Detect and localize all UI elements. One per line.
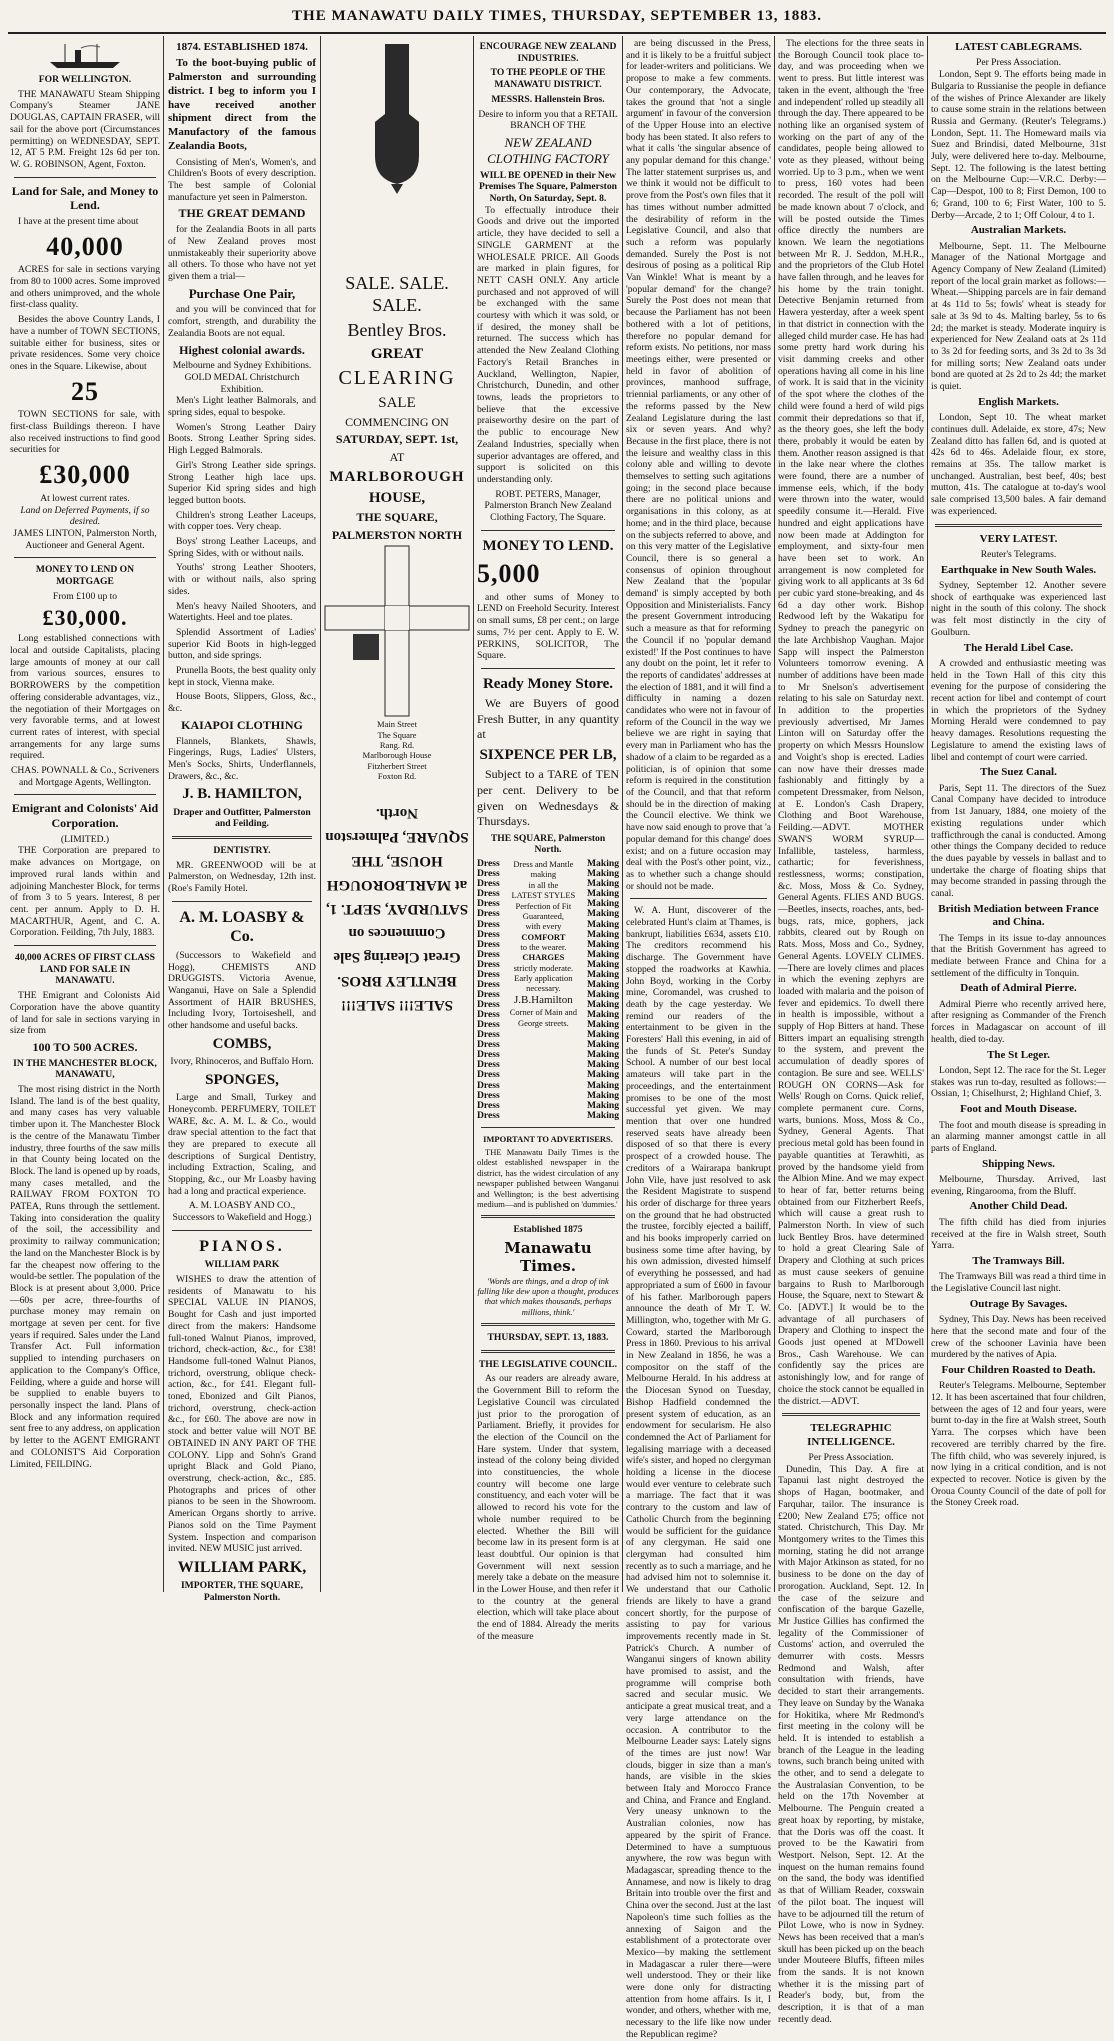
- town-sections-figure: 25: [71, 376, 99, 406]
- boots-house: House Boots, Slippers, Gloss, &c., &c.: [168, 691, 316, 715]
- making-word: Making: [587, 988, 619, 1000]
- emigrant-limited: (LIMITED.): [60, 833, 110, 845]
- dress-line: to the wearer.: [520, 942, 567, 952]
- dress-line: Early application necessary.: [514, 973, 573, 994]
- acres-range: 100 TO 500 ACRES.: [32, 1039, 138, 1054]
- boots-heavy: Men's heavy Nailed Shooters, and Watertights. Heel and toe plates.: [168, 600, 316, 624]
- making-word: Making: [587, 898, 619, 910]
- linton-signature: JAMES LINTON, Palmerston North, Auctioneer and General Agent.: [13, 527, 157, 551]
- foot-mouth-text: The foot and mouth disease is spreading in an alarming manner amongst cattle in all parts of England.: [931, 1119, 1106, 1154]
- savages-text: Sydney, This Day. News has been received here that the second mate and four of the crew of the schooner Lavinia have been murdered by the natives of Apia.: [931, 1314, 1106, 1361]
- inverted-sale-advert: SALE!!! SALE!!! BENTLEY BROS. Great Clearing Sale Commences on SATURDAY, SEPT. 1, at MARLBOROUGH HOUSE, THE SQUARE, Palmerston North.: [325, 805, 469, 1014]
- making-word: Making: [587, 1019, 619, 1031]
- loasby-title: A. M. LOASBY & Co.: [179, 908, 305, 946]
- masthead: THE MANAWATU DAILY TIMES, THURSDAY, SEPTEMBER 13, 1883.: [292, 8, 822, 24]
- column-rule: [622, 36, 623, 1592]
- important-text: THE Manawatu Daily Times is the oldest established newspaper in the district, has the widest circulation of any newspaper published between Wanganui and Wellington; is the best advertising medium—and is published on 'dummies.': [477, 1147, 619, 1209]
- wellington-heading: FOR WELLINGTON.: [38, 74, 132, 85]
- emigrant-text: THE Corporation are prepared to make advances on Mortgage, on improved rural lands within and adjoining Manchester Block, for terms of from 3 to 5 years. Interest, 8 per cent. per annum. Apply to D. H. MACARTHUR, Agent, and C. A. Corporation. Feilding, 7th July, 1883.: [10, 845, 160, 939]
- mortgage-figure: £30,000.: [42, 604, 128, 630]
- sale-word: SALE: [378, 394, 416, 411]
- telegraphic-text: Dunedin, This Day. A fire at Tapanui last night destroyed the shops of Hagan, bootmaker, and Farquhar, tailor. The insurance is £200; New Zealand £75; office not stated. Christchurch, This Day. Mr Montgomery writes to the Times this morning, stating he did not arrange with Major Atkinson as stated, for no business to be done on the day of prorogation. Auckland, Sept. 12. In the case of the seizure and confiscation of the barque Gazelle, Mr Justice Gillies has confirmed the legality of the Commissioner of Customs' action, and overruled the demurrer with costs. Messrs Redmond and Walsh, after consultation with friends, have decided to start their arrangements. They leave on Sunday by the Wanaka for Hokitika, where Mr Redmond's first meeting in the colony will be held. It is intended to establish a branch of the League in the leading towns, such branch being united with the other, and to send a delegate to the Australasian Convention, to be held on the 17th November at Melbourne. The Penguin created a great hoax by reporting, by mistake, that the Doris was off the coast. It proved to be the Kawatiri from Westport. Nelson, Sept. 12. At the inquest on the human remains found on the sand, the body was identified as that of William Reader, coxswain of the pilot boat. The inquest will have to be adjourned till the return of Pilot Lowe, who is now in Sydney. News has been received that a man's skull has been picked up on the beach under Mouteere Bluffs, fifteen miles from the sands. It is not known whether it is the missing part of Reader's body, but, from the description, it is that of a man recently dead.: [778, 1463, 924, 2025]
- making-word: Making: [587, 858, 619, 870]
- at-word: AT: [389, 450, 405, 465]
- dress-word: Dress: [477, 1079, 500, 1091]
- child-dead-text: The fifth child has died from injuries received at the fire in Walsh street, South Yarra.: [931, 1216, 1106, 1252]
- english-markets-text: London, Sept 10. The wheat market continues dull. Adelaide, ex store, 47s; New Zealand ditto has fallen 6d, and is quoted at 42s 6d to 46s. Adelaide flour, ex store, remains at 35s. The tallow market is unchanged. Australian, best beef, 40s; best mutton, 41s. The catalogue at to-day's wool sale comprised 13,500 bales. A fair demand was experienced.: [931, 412, 1106, 517]
- suez-heading: The Suez Canal.: [980, 766, 1057, 779]
- mediation-text: The Temps in its issue to-day announces that the British Government has agreed to mediate between France and China for a settlement of the difficulty in Tonquin.: [931, 932, 1106, 979]
- column-5: [626, 38, 771, 2040]
- park-title: WILLIAM PARK: [204, 1259, 280, 1271]
- combs-text: Ivory, Rhinoceros, and Buffalo Horn.: [170, 1056, 314, 1068]
- cablegrams-text: London, Sept 9. The efforts being made in Bulgaria to Russianise the people in defiance of the wishes of Prince Alexander are likely to cause some strain in the relations between Russia and Germany. (Reuter's Telegrams.) London, Sept. 11. The Homeward mails via Suez and Brindisi, dated Melbourne, 31st July, were delivered here to-day. Melbourne, Sept. 12. The following is the latest betting on the Melbourne Cup:—V.R.C. Derby:—Cap—Despot, 100 to 8; First Demon, 100 to 6; Grand, 100 to 6; First Water, 100 to 5. Derby—Arcade, 2 to 1; Off Colour, 4 to 1.: [931, 69, 1106, 221]
- dress-line: Corner of Main and George streets.: [509, 1007, 578, 1028]
- four-children-heading: Four Children Roasted to Death.: [941, 1363, 1096, 1376]
- marlborough-house-marker: [353, 634, 379, 660]
- map-label-foxton: Foxton Rd.: [377, 771, 417, 782]
- very-latest-heading: VERY LATEST.: [979, 532, 1058, 545]
- dress-line: J.B.Hamilton: [514, 993, 573, 1006]
- pianos-title: PIANOS.: [199, 1237, 285, 1255]
- boots-intro-2: Consisting of Men's, Women's, and Children's Boots of every description. The best sample of Colonial manufacture yet seen in Palmerston.: [168, 156, 316, 203]
- column-rule: [473, 36, 474, 1592]
- shipping-text: Melbourne, Thursday. Arrived, last evening, Ringarooma, from the Bluff.: [931, 1174, 1106, 1197]
- established-banner: 1874. ESTABLISHED 1874.: [176, 41, 308, 53]
- money-rate: At lowest current rates.: [40, 492, 130, 504]
- column-6: [778, 38, 925, 2025]
- encourage-heading: ENCOURAGE NEW ZEALAND INDUSTRIES.: [479, 41, 617, 64]
- dress-column: [477, 859, 500, 1121]
- making-word: Making: [587, 918, 619, 930]
- english-markets-heading: English Markets.: [978, 395, 1059, 408]
- great-demand-text: for the Zealandia Boots in all parts of New Zealand proves most unmistakeably their superiority above all others. To those who have not yet given them a trial—: [168, 224, 316, 282]
- making-word: Making: [587, 928, 619, 940]
- money-lend-text: and other sums of Money to LEND on Freehold Security. Interest on small sums, £8 per cent.; on large sums, 7½ per cent. Apply to E. W. PERKINS, SOLICITOR, The Square.: [477, 591, 619, 662]
- map-label-rang: Rang. Rd.: [379, 739, 415, 750]
- times-motto: 'Words are things, and a drop of ink falling like dew upon a thought, produces that which makes thousands, perhaps millions, think.': [477, 1275, 619, 1317]
- dress-line: LATEST STYLES: [511, 890, 576, 901]
- making-word: Making: [587, 999, 619, 1010]
- dress-table: [477, 859, 619, 1121]
- making-word: Making: [587, 978, 619, 990]
- commencing-word: COMMENCING ON: [345, 414, 449, 429]
- dress-word: Dress: [477, 898, 500, 910]
- deferred-note: Land on Deferred Payments, if so desired.: [20, 504, 150, 528]
- boots-womens: Women's Strong Leather Dairy Boots. Strong Leather Spring sides. High Legged Balmorals.: [168, 421, 316, 457]
- dress-word: Dress: [477, 968, 500, 980]
- making-word: Making: [587, 1029, 619, 1041]
- steamer-icon: [45, 42, 125, 70]
- pierre-heading: Death of Admiral Pierre.: [960, 982, 1077, 995]
- dress-word: Dress: [477, 958, 500, 970]
- dress-line: Perfection of Fit Guaranteed,: [515, 900, 572, 921]
- palmerston-word: PALMERSTON NORTH: [331, 527, 463, 542]
- making-word: Making: [587, 1069, 619, 1081]
- acres-title: 40,000 ACRES OF FIRST CLASS LAND FOR SALE IN MANAWATU.: [15, 952, 155, 987]
- hamilton-name: J. B. HAMILTON,: [182, 786, 302, 803]
- clearing-word: CLEARING: [338, 367, 456, 390]
- dress-word: Dress: [477, 948, 500, 960]
- dress-word: Dress: [477, 878, 500, 890]
- dress-line: with every: [525, 921, 562, 932]
- telegraphic-heading: TELEGRAPHIC INTELLIGENCE.: [807, 1422, 895, 1448]
- opening-text: WILL BE OPENED in their New Premises The Square, Palmerston North, On Saturday, Sept. 8.: [478, 169, 618, 205]
- purchase-text: and you will be convinced that for comfort, strength, and durability the Zealandia Boots are not equal.: [168, 304, 316, 339]
- dress-word: Dress: [477, 858, 500, 870]
- dress-word: Dress: [477, 1099, 500, 1111]
- column-rule: [163, 36, 164, 1592]
- shipping-heading: Shipping News.: [982, 1157, 1055, 1170]
- to-people-heading: TO THE PEOPLE OF THE MANAWATU DISTRICT.: [490, 67, 606, 91]
- making-word: Making: [587, 878, 619, 890]
- making-word: Making: [587, 938, 619, 950]
- making-word: Making: [587, 1049, 619, 1061]
- money-lend-title: MONEY TO LEND.: [482, 537, 614, 554]
- dentistry-title: DENTISTRY.: [213, 845, 271, 857]
- dress-word: Dress: [477, 918, 500, 930]
- dress-word: Dress: [477, 908, 500, 920]
- dress-word: Dress: [477, 868, 500, 880]
- sale-date: SATURDAY, SEPT. 1st,: [335, 432, 459, 447]
- hallenstein-text: To effectually introduce their Goods and drive out the imported article, they have decided to sell a SINGLE GARMENT at the WHOLESALE PRICE. All Goods are marked in plain figures, for NETT CASH ONLY. Any article purchased and not approved of will be exchanged with the same courtesy with which it was sold, or if desired, the money shall be returned. The success which has attended the New Zealand Clothing Factory's Retail Branches in Auckland, Wellington, Napier, Christchurch, Dunedin, and other towns, leads the proprietors to believe that the excessive praiseworthy desire on the part of the public to encourage New Zealand Industries, specially when superior advantages are offered, and support is solicited on this understanding only.: [477, 204, 619, 485]
- pointing-hand-icon: [367, 44, 427, 194]
- savages-heading: Outrage By Savages.: [969, 1297, 1068, 1310]
- square-word: THE SQUARE,: [356, 510, 438, 525]
- combs-title: COMBS,: [212, 1035, 272, 1052]
- loasby-signature: A. M. LOASBY AND CO., Successors to Wakefield and Hogg.): [172, 1200, 312, 1224]
- park-big: WILLIAM PARK,: [177, 1558, 307, 1576]
- boots-boys: Boys' strong Leather Laceups, and Spring Sides, with or without nails.: [168, 536, 316, 559]
- land-sale-text: I have at the present time about: [18, 215, 139, 227]
- issue-dateline: THURSDAY, SEPT. 13, 1883.: [487, 1332, 609, 1343]
- making-column: [587, 859, 619, 1121]
- council-text: As our readers are already aware, the Government Bill to reform the Legislative Council was circulated just prior to the prorogation of Parliament. Briefly, it provides for the election of the Council on the Hare system. Under that system, instead of the colony being divided into constituencies, the whole country will become one large constituency, and each voter will be allowed to record his vote for the whole number required to be elected. Whether the Bill will become law in its present form is at least doubtful. Our opinion is that Government will next session merely take a debate on the measure in the Lower House, and then refer it to the country at the general election, which will take place about the end of 1884. Already the merits of the measure: [477, 1373, 619, 1642]
- dress-word: Dress: [477, 1019, 500, 1031]
- child-dead-heading: Another Child Dead.: [969, 1200, 1068, 1213]
- kaiapoi-text: Flannels, Blankets, Shawls, Fingerings, Rugs, Ladies' Ulsters, Men's Socks, Shirts, Underflannels, Drawers, &c., &c.: [168, 735, 316, 782]
- map-label-house: Marlborough House: [362, 750, 432, 761]
- ready-money-title: Ready Money Store.: [482, 675, 614, 692]
- cablegrams-source: Per Press Association.: [975, 57, 1061, 69]
- boots-mens: Men's Light leather Balmorals, and spring sides, equal to bespoke.: [168, 395, 316, 419]
- dress-word: Dress: [477, 1109, 500, 1121]
- colonial-awards: Highest colonial awards.: [179, 342, 305, 357]
- exhibitions: Melbourne and Sydney Exhibitions. GOLD MEDAL Christchurch Exhibition.: [172, 360, 312, 395]
- making-word: Making: [587, 1059, 619, 1071]
- emigrant-title: Emigrant and Colonists' Aid Corporation.: [11, 801, 159, 831]
- st-leger-text: London, Sept 12. The race for the St. Leger stakes was run to-day, resulted as follows:—Ossian, 1; Chiselhurst, 2; Highland Chief, 3.: [931, 1064, 1106, 1100]
- mortgage-title: MONEY TO LEND ON MORTGAGE: [35, 564, 135, 588]
- boots-intro: To the boot-buying public of Palmerston and surrounding district. I beg to inform you I have received another shipment direct from the Manufactory of the famous Zealandia Boots,: [168, 57, 316, 152]
- dress-word: Dress: [477, 888, 500, 900]
- dress-word: Dress: [477, 1069, 500, 1081]
- established-1875: Established 1875: [513, 1224, 583, 1236]
- dress-word: Dress: [477, 1009, 500, 1021]
- column-3: [325, 38, 469, 1590]
- boots-girls: Girl's Strong Leather side springs. Strong Leather high lace ups. Superior Kid spring sides and high legged button boots.: [168, 459, 316, 506]
- great-demand: THE GREAT DEMAND: [178, 206, 306, 221]
- mortgage-text: Long established connections with local and outside Capitalists, placing large amounts of money at our call from various sources, ensures to BORROWERS by the competition offering considerable advantages, viz., the negotiation of their Mortgages on very favorable terms, and at lowest current rates of interest, with special arrangements for any large sums required.: [10, 633, 160, 762]
- block-text: The most rising district in the North Island. The land is of the best quality, and many cases has very valuable timber upon it. The Manchester Block is the centre of the Manawatu Timber industry, three fourths of the saw mills in that County being located on the Block. The land is opened up by roads, many cases metalled, and the RAILWAY FROM FOXTON TO PATEA, Runs through the settlement. Taking into consideration the quality of the soil, the accessibility and proximity to railway communication; the land on the Manchester Block is by far the cheapest now offering to the would-be settler. The population of the Block is at present about 3,000. Price—60s per acre, three-fourths of purchase money may remain on mortgage at seven per cent. for five years if required. Sales under the Land Transfer Act. Full information supplied to intending purchasers on application to the Company's Office, Feilding, where a guide and horse will be supplied to enable buyers to personally inspect the land. Plans of Block and any information required sent free to any address, on application by letter to the AGENT EMIGRANT and COLONIST'S Aid Corporation Limited, FEILDING.: [10, 1084, 161, 1470]
- dress-word: Dress: [477, 1089, 500, 1101]
- acres-text: THE Emigrant and Colonists Aid Corporation have the above quantity of land for sale in sections varying in size from: [10, 990, 160, 1037]
- map-label-square: The Square: [377, 729, 417, 740]
- hallenstein-heading: MESSRS. Hallenstein Bros.: [491, 93, 605, 105]
- boots-splendid: Splendid Assortment of Ladies' superior Kid Boots in high-legged button, and side springs.: [168, 626, 316, 662]
- earthquake-heading: Earthquake in New South Wales.: [940, 563, 1097, 576]
- making-word: Making: [587, 1109, 619, 1121]
- dress-word: Dress: [477, 1029, 500, 1041]
- street-map-diagram: [325, 546, 469, 716]
- dress-line: Dress and Mantle making: [513, 859, 574, 880]
- sale-heading: SALE. SALE. SALE.: [345, 273, 449, 315]
- libel-heading: The Herald Libel Case.: [963, 641, 1074, 654]
- australian-markets-text: Melbourne, Sept. 11. The Melbourne Manager of the National Mortgage and Agency Company of New Zealand (Limited) report of the local grain market as follows:— Wheat.—Shipping parcels are in fair demand at 4s 11d to 5s; fowls' wheat is steady for sale at 3s 9d to 4s. Malting barley, 5s to 6s 2d; the market is steady. Moderate inquiry is experienced for New Zealand oats at 2s 11d to 3s 2d for feeding sorts, and 3s 2d to 3s 3d for milling sorts; New Zealand oats under bond are quoted at 2s 2d to 2s 4d; the market is quiet.: [931, 240, 1106, 393]
- great-word: GREAT: [370, 345, 424, 362]
- mediation-heading: British Mediation between France and China.: [938, 902, 1099, 929]
- making-word: Making: [587, 948, 619, 960]
- desire-text: Desire to inform you that a RETAIL BRANCH OF THE: [478, 108, 618, 132]
- earthquake-text: Sydney, September 12. Another severe shock of earthquake was experienced last night in the south of this colony. The shock was felt most distinctly in the city of Goulburn.: [931, 580, 1106, 638]
- boots-childrens: Children's strong Leather Laceups, with copper toes. Very cheap.: [168, 509, 316, 533]
- money-figure: £30,000: [39, 460, 131, 490]
- foot-mouth-heading: Foot and Mouth Disease.: [960, 1103, 1077, 1116]
- making-word: Making: [587, 1089, 619, 1101]
- dress-line: CHARGES: [522, 952, 565, 963]
- dress-word: Dress: [477, 978, 500, 990]
- nzcf-title: NEW ZEALAND CLOTHING FACTORY: [487, 134, 609, 166]
- column-2: [168, 38, 316, 1604]
- park-text: WISHES to draw the attention of residents of Manawatu to his SPECIAL VALUE IN PIANOS, Bought for Cash and just imported direct from the makers: Handsome full-toned Walnut Pianos, improved, trichord, check-action, &c., for £38! Handsome full-toned Walnut Pianos, trichord, overstrung, oblique check-action, &c., for £41. Elegant full-toned, Ebonized and Gilt Pianos, trichord, overstrung, check-action &c., for £60. The above are now in stock and better value will NOT BE OBTAINED IN ANY PART OF THE COLONY. Lipp and Sohn's Grand upright Black and Gold Piano, overstrung, check-action, &c., £85. Photographs and prices of other pianos to be seen in the Showroom. American Organs shortly to arrive. Pianos sold on the Time Payment System. Inspection and comparison invited. NEW MUSIC just arrived.: [168, 1274, 316, 1555]
- column-1: [10, 38, 160, 1590]
- suez-text: Paris, Sept 11. The directors of the Suez Canal Company have decided to introduce from 1st January, 1884, one moiety of the existing regulations under which trafficthrough the canal is conducted. Among other things the Company decided to reduce the dues payable by vessels in ballast and to undertake the charge of floating ships that may become stranded in passing through the canal.: [931, 782, 1106, 900]
- making-word: Making: [587, 958, 619, 970]
- making-word: Making: [587, 868, 619, 880]
- very-latest-source: Reuter's Telegrams.: [980, 548, 1057, 560]
- sponges-text: Large and Small, Turkey and Honeycomb. PERFUMERY, TOILET WARE, &c. A. M. L. & Co., would draw special attention to the fact that they are prepared to execute all descriptions of Surgical Dentistry, including Extraction, Scaling, and Stopping, &c., our Mr Loasby having had a long and practical experience.: [168, 1092, 316, 1197]
- column-rule: [774, 36, 775, 1592]
- money-lend-figure: 5,000: [477, 559, 541, 589]
- masthead-rule: [8, 32, 1106, 34]
- sixpence-text-2: Subject to a TARE of TEN per cent. Delivery to be given on Wednesdays & Thursdays.: [477, 767, 619, 829]
- marlborough-word: MARLBOROUGH: [329, 468, 465, 485]
- important-heading: IMPORTANT TO ADVERTISERS.: [483, 1133, 613, 1144]
- column-4: [477, 38, 619, 1642]
- park-signature: IMPORTER, THE SQUARE, Palmerston North.: [180, 1580, 304, 1604]
- column-rule: [927, 36, 928, 1592]
- dress-word: Dress: [477, 1049, 500, 1061]
- loasby-text: (Successors to Wakefield and Hogg), CHEMISTS AND DRUGGISTS. Victoria Avenue, Wanganui, Have on Sale a Splendid Assortment of HAIR BRUSHES, Including Ivory, Tortoiseshell, and other handsome and useful backs.: [168, 949, 316, 1032]
- sixpence-text: SIXPENCE PER LB,: [479, 747, 617, 764]
- purchase-one-pair: Purchase One Pair,: [188, 285, 296, 301]
- kaiapoi-clothing: KAIAPOI CLOTHING: [181, 717, 303, 732]
- dress-word: Dress: [477, 938, 500, 950]
- council-continued: are being discussed in the Press, and it is likely to be a fruitful subject for leader-writers and politicians. We propose to make a few comments. Our contemporary, the Advocate, takes the ground that 'not a single argument' in favour of the conversion of the Upper House into an elective body has been stated. It also refers to what it calls 'the singular absence of any popular demand for this change.' The latter statement surprises us, and we think it would not be difficult to prove from the Post's own files that it has times without number admitted the desirability of reform in the Legislative Council, and also that such a reform was popularly demanded. Surely the Post is not desirous of posing as a political Rip Van Winkle! What is meant by a 'popular demand' for the change? Surely the Post does not mean that because the Parliament has not been bothered with a lot of petitions, therefore no popular demand for reform exists. No petitions, nor mass meetings either, were presented or held in favor of abolition of provinces, manhood suffrage, triennial parliaments, or any other of the reforms passed by the New Zealand Legislature during the last six or seven years. And why? Because in the first place, there is not the leisure and wealthy class in this colony able and willing to devote themselves to setting such agitations going; in the second place because there are no political unions and organisations in this colony, as at home; and in the third place, because on the subjects referred to above, and on this very matter of the Legislative Council, there is so general a consensus of opinion throughout New Zealand that the 'popular demand' is simply accepted by both Opposition and Ministerialists. Fancy the present Government introducing such a measure as that for reforming the Council if no 'popular demand existed!' If the Post continues to have any doubt on the point, let it refer to the reports of candidates' addresses at the election of 1881, and it will find a difficulty in naming a dozen candidates who were not in favour of reform of the Council in the way we believe we are right in saying that every man in Parliament who has the shadow of a claim to be regarded as a politician, is of opinion that some reform is required in the constitution of the Council, and that that reform should be in the direction of making the Council elective. We think we have now said enough to prove that 'a popular demand for this change' does exist; and on a future occasion may deal with the Post's other point, viz., as to whether such a change should or should not be made.: [626, 38, 771, 892]
- making-word: Making: [587, 968, 619, 980]
- libel-text: A crowded and enthusiastic meeting was held in the Town Hall of this city this evening for the purpose of considering the recent action for libel and contempt of court in which the proprietors of the Sydney Morning Herald were condemned to pay heavy damages. Resolutions requesting the Legislature to amend the existing laws of libel and contempt of court were carried.: [931, 657, 1106, 763]
- dress-word: Dress: [477, 988, 500, 1000]
- making-word: Making: [587, 1099, 619, 1111]
- making-word: Making: [587, 1079, 619, 1091]
- making-word: Making: [587, 1039, 619, 1051]
- australian-markets-heading: Australian Markets.: [970, 224, 1067, 237]
- cablegrams-heading: LATEST CABLEGRAMS.: [955, 41, 1082, 53]
- making-word: Making: [587, 1009, 619, 1021]
- telegraphic-source: Per Press Association.: [808, 1452, 894, 1464]
- times-title: Manawatu Times.: [504, 1238, 592, 1276]
- dress-line: COMFORT: [521, 931, 566, 942]
- council-heading: THE LEGISLATIVE COUNCIL.: [478, 1358, 618, 1370]
- town-sections-text: Besides the above Country Lands, I have a number of TOWN SECTIONS, suitable either for business, sites or private residences. Some very choice ones in the Square. Likewise, about: [10, 314, 160, 372]
- tramways-text: The Tramways Bill was read a third time in the Legislative Council last night.: [931, 1271, 1106, 1295]
- dress-word: Dress: [477, 928, 500, 940]
- square-heading: THE SQUARE, Palmerston North.: [490, 832, 606, 856]
- land-sale-title: Land for Sale, and Money to Lend.: [11, 183, 159, 213]
- dress-word: Dress: [477, 1039, 500, 1051]
- ready-money-text: We are Buyers of good Fresh Butter, in any quantity at: [477, 696, 619, 742]
- dress-line: in all the: [528, 879, 559, 890]
- house-word: HOUSE,: [368, 490, 426, 507]
- steamer-notice: THE MANAWATU Steam Shipping Company's Steamer JANE DOUGLAS, CAPTAIN FRASER, will sail for the above port (Circumstances permitting) on WEDNESDAY, SEPT. 12, AT 5 P.M. Freight 12s 6d per ton. W. G. ROBINSON, Agent, Foxton.: [10, 88, 160, 170]
- land-sale-text-2: ACRES for sale in sections varying from 80 to 1000 acres. Some improved and others unimproved, and the whole first-class quality.: [10, 264, 161, 311]
- map-label-fitzherbert: Fitzherbert Street: [367, 760, 427, 771]
- pierre-text: Admiral Pierre who recently arrived here, after resigning as Commander of the French forces in Madagascar on account of ill health, died to-day.: [931, 998, 1106, 1045]
- block-title: IN THE MANCHESTER BLOCK, MANAWATU,: [13, 1057, 157, 1081]
- column-7: [931, 38, 1106, 1590]
- bentley-bros: Bentley Bros.: [347, 319, 447, 340]
- boots-youths: Youths' strong Leather Shooters, with or without nails, also spring sides.: [168, 562, 316, 597]
- making-word: Making: [587, 908, 619, 920]
- dress-word: Dress: [477, 999, 500, 1010]
- pownall-signature: CHAS. POWNALL & Co., Scriveners and Mortgage Agents, Wellington.: [10, 765, 160, 788]
- local-news: W. A. Hunt, discoverer of the celebrated Hunt's claim at Thames, is bankrupt, liabilities £634, assets £10. The creditors recommend his discharge. The Government have stopped the roadworks at Kawhia. John Boyd, working in the Corby mine, Coromandel, was crushed to death by the cage yesterday. We remind our readers of the entertainment to be given in the Foresters' Hall this evening, in aid of the funds of St. Peter's Sunday School. A number of our best local amateurs will take part in the proceedings, and the entertainment promises to be one of the most successful yet given. We may mention that over one hundred reserved seats have already been disposed of so that there is every prospect of a crowded house. The creditors of a Wairarapa bankrupt John Vile, have just resolved to ask the Resident Magistrate to suspend his order of discharge for three years on the ground that he had obstructed the trustee, forcibly ejected a bailiff, and his books improperly carried on business some time after having, by his own admission, divested himself of everything he possessed, and had appropriated a sum of £600 in favour of his father. Marlborough papers announce the death of Mr T. W. Millington, who, together with Mr G. Coward, started the Marlborough Press in 1860. Previous to his arrival in New Zealand in 1856, he was a compositor on the staff of the Melbourne Herald. In his address at the Diocesan Synod on Tuesday, Bishop Hadfield condemned the present system of education, as an endowment for secularism. He also condemned the Act of Parliament for legalising marriage with a deceased wife's sister, and hoped no clergyman holding a license in the diocese would ever venture to celebrate such a marriage. The fact that it was contrary to the custom and law of Catholic Church from the beginning would be sufficient for the guidance of any clergyman. He said one clergyman had consulted him recently as to such a marriage, and he had advised him not to solemnise it. We understand that our Catholic friends are likely to have a grand concert shortly, for the purpose of assisting to pay for various improvements recently made in St. Patrick's Church. A number of Wanganui singers of known ability have promised to assist, and the programme will comprise both sacred and secular music. We anticipate a great musical treat, and a very large attendance on the occasion. A contributor to the Melbourne Leader says: Lately signs of the times are just now! War clouds, bigger in size than a man's hands, are visible in the skies between Italy and Morocco France and China, and France and England. Very uneasy unknown to the Australian colonies, now has appeared by the spirit of France. Determined to have a sumptuous anywhere, the row was begun with Madagascar, spreading thence to the Annamese, and now is likely to drag Britain into trouble over the first and China over the second. Just at the last Napoleon's time such follies as the annexing of Saigon and the establishment of a protectorate over Mexico—by making the settlement in Madagascar a ruler there—were well understood. They or their like were done only for distracting attention from home affairs. Is it, I wonder, and others, whether with me, necessary to the life like now under the Republican regime?: [626, 905, 771, 2040]
- sponges-title: SPONGES,: [205, 1071, 279, 1088]
- mortgage-from: From £100 up to: [52, 590, 118, 602]
- st-leger-heading: The St Leger.: [987, 1048, 1050, 1061]
- dress-word: Dress: [477, 1059, 500, 1071]
- acres-figure: 40,000: [46, 231, 124, 261]
- town-sections-text-2: TOWN SECTIONS for sale, with first-class Buildings thereon. I have also received instructions to find good securities for: [10, 409, 160, 456]
- hamilton-trade: Draper and Outfitter, Palmerston and Feilding.: [173, 806, 311, 830]
- making-word: Making: [587, 888, 619, 900]
- four-children-text: Reuter's Telegrams. Melbourne, September 12. It has been ascertained that four children, between the ages of 12 and four years, were burnt to-day in the fire at Walsh street, South Yarra. The corpses which have been recovered are terribly charred by the fire. The fifth child, who was severely injured, is now lying in a critical condition, and is not expected to recover. Notice is given by the Oroua County Council of the date of poll for the Stoney Creek road.: [931, 1380, 1106, 1509]
- tramways-heading: The Tramways Bill.: [972, 1254, 1065, 1267]
- peters-signature: ROBT. PETERS, Manager, Palmerston Branch New Zealand Clothing Factory, The Square.: [484, 488, 612, 524]
- column-rule: [320, 36, 321, 1592]
- local-items: The elections for the three seats in the Borough Council took place to-day, and was proceeding when we went to press. But little interest was taken in the event, although the 'free and independent' rolled up steadily all through the day. There appeared to be nothing like an organised system of working on the part of any of the candidates, people being allowed to vote as they pleased, without being worried. Up to 3 p.m., when we went to press, 160 votes had been recorded. The result of the poll will be made known about 7 o'clock, and will be posted outside the Times office directly the numbers are known. We learn the negotiations between Mr R. J. Seddon, M.H.R., and the proprietors of the Club Hotel have fallen through, and he leaves for his home by the train tonight. Detective Benjamin returned from Hawera yesterday, after a week spent in that district in connection with the alleged child murder case. He has had some pretty hard work during his visit damming creeks and other operations having all come in his line of work. It is said that in the vicinity of the spot where the clothes of the child were found a herd of wild pigs commit their depredations so that if, as the theory goes, she left the body there, probably it would be eaten by them. Another reason assigned is that in the lake near where the clothes were found, there are a number of immense eels, which, if the body were thrown into the water, would speedily consume it.—Herald. Five hundred and eight applications have now been made at Addington for employment, and sixty-four men have been set to work. An arrangement is now completed for giving work to all applicants at 3s 6d per cubic yard stone-breaking, and 4s 6d a day other work. Bishop Redwood left by the Wakatipu for Sydney to preach the panegyric on the late Archbishop Vaughan. Major Sapp will inspect the Palmerston Volunteers tomorrow evening. A number of additions have been made to Mr Snelson's advertisement relating to his sale on Saturday next. In addition to the properties previously advertised, Mr James Linton will on Saturday offer the property on which Messrs Hounslow and Voight's shop is erected. Ladies can now have their dresses made fashionably and fittingly by a competent Dressmaker, from Nelson, at E. London's Cash Drapery, Clothing and Boot Warehouse, Feilding.—ADVT. MOTHER SWAN'S WORM SYRUP—Infallible, tasteless, harmless, cathartic; for feverishness, restlessness, worms; constipation, &c. Moss, Moss & Co. Sydney, General Agents. FLIES AND BUGS.—Beetles, insects, roaches, ants, bed-bugs, rats, mice, gophers, jack rabbits, cleared out by Rough on Rats. Moss, Moss and Co., Sydney, General Agents. LOVELY CLIMES.—There are lovely climes and places in which the evening zephyrs are loaded with malaria and the poison of fever and epidemics. To dwell there in health is impossible, without a supply of Hop Bitters at hand. These Bitters impart an equalising strength to the system, and prevent the accumulation of deadly spores of contagion. Be sure and see. WELLS' ROUGH ON CORNS—Ask for Wells' Rough on Corns. Quick relief, complete permanent cure. Corns, warts, bunions. Moss, Moss & Co., Sydney, General Agents. That precious metal gold has been found in payable quantities at Terawhiti, as proved by the handsome yield from the Albion Mine. And we may expect to hear of far, better returns being obtained from our Fitzherbert Reefs, which will cause a great rush to Palmerston North. In view of such luck Bentley Bros. have determined to hold a great Clearing Sale of Drapery and Clothing at such prices as must cause seekers of genuine bargains to Rush to Marlborough House, the Square, next to Stewart & Co. [ADVT.] It would be to the advantage of all purchasers of Drapery and Clothing to inspect the Goods just opened at M'Dowell Bros., Cash Warehouse. We can confidently say the prices are astonishingly low, and for range of choice the stock cannot be equalled in the district.—ADVT.: [778, 38, 925, 1407]
- dress-line: strictly moderate.: [513, 962, 574, 973]
- dentistry-text: MR. GREENWOOD will be at Palmerston, on Wednesday, 12th inst. (Roe's Family Hotel.: [168, 859, 316, 895]
- map-label-main: Main Street: [377, 719, 417, 730]
- boots-prunella: Prunella Boots, the best quality only kept in stock, Vienna make.: [168, 665, 316, 688]
